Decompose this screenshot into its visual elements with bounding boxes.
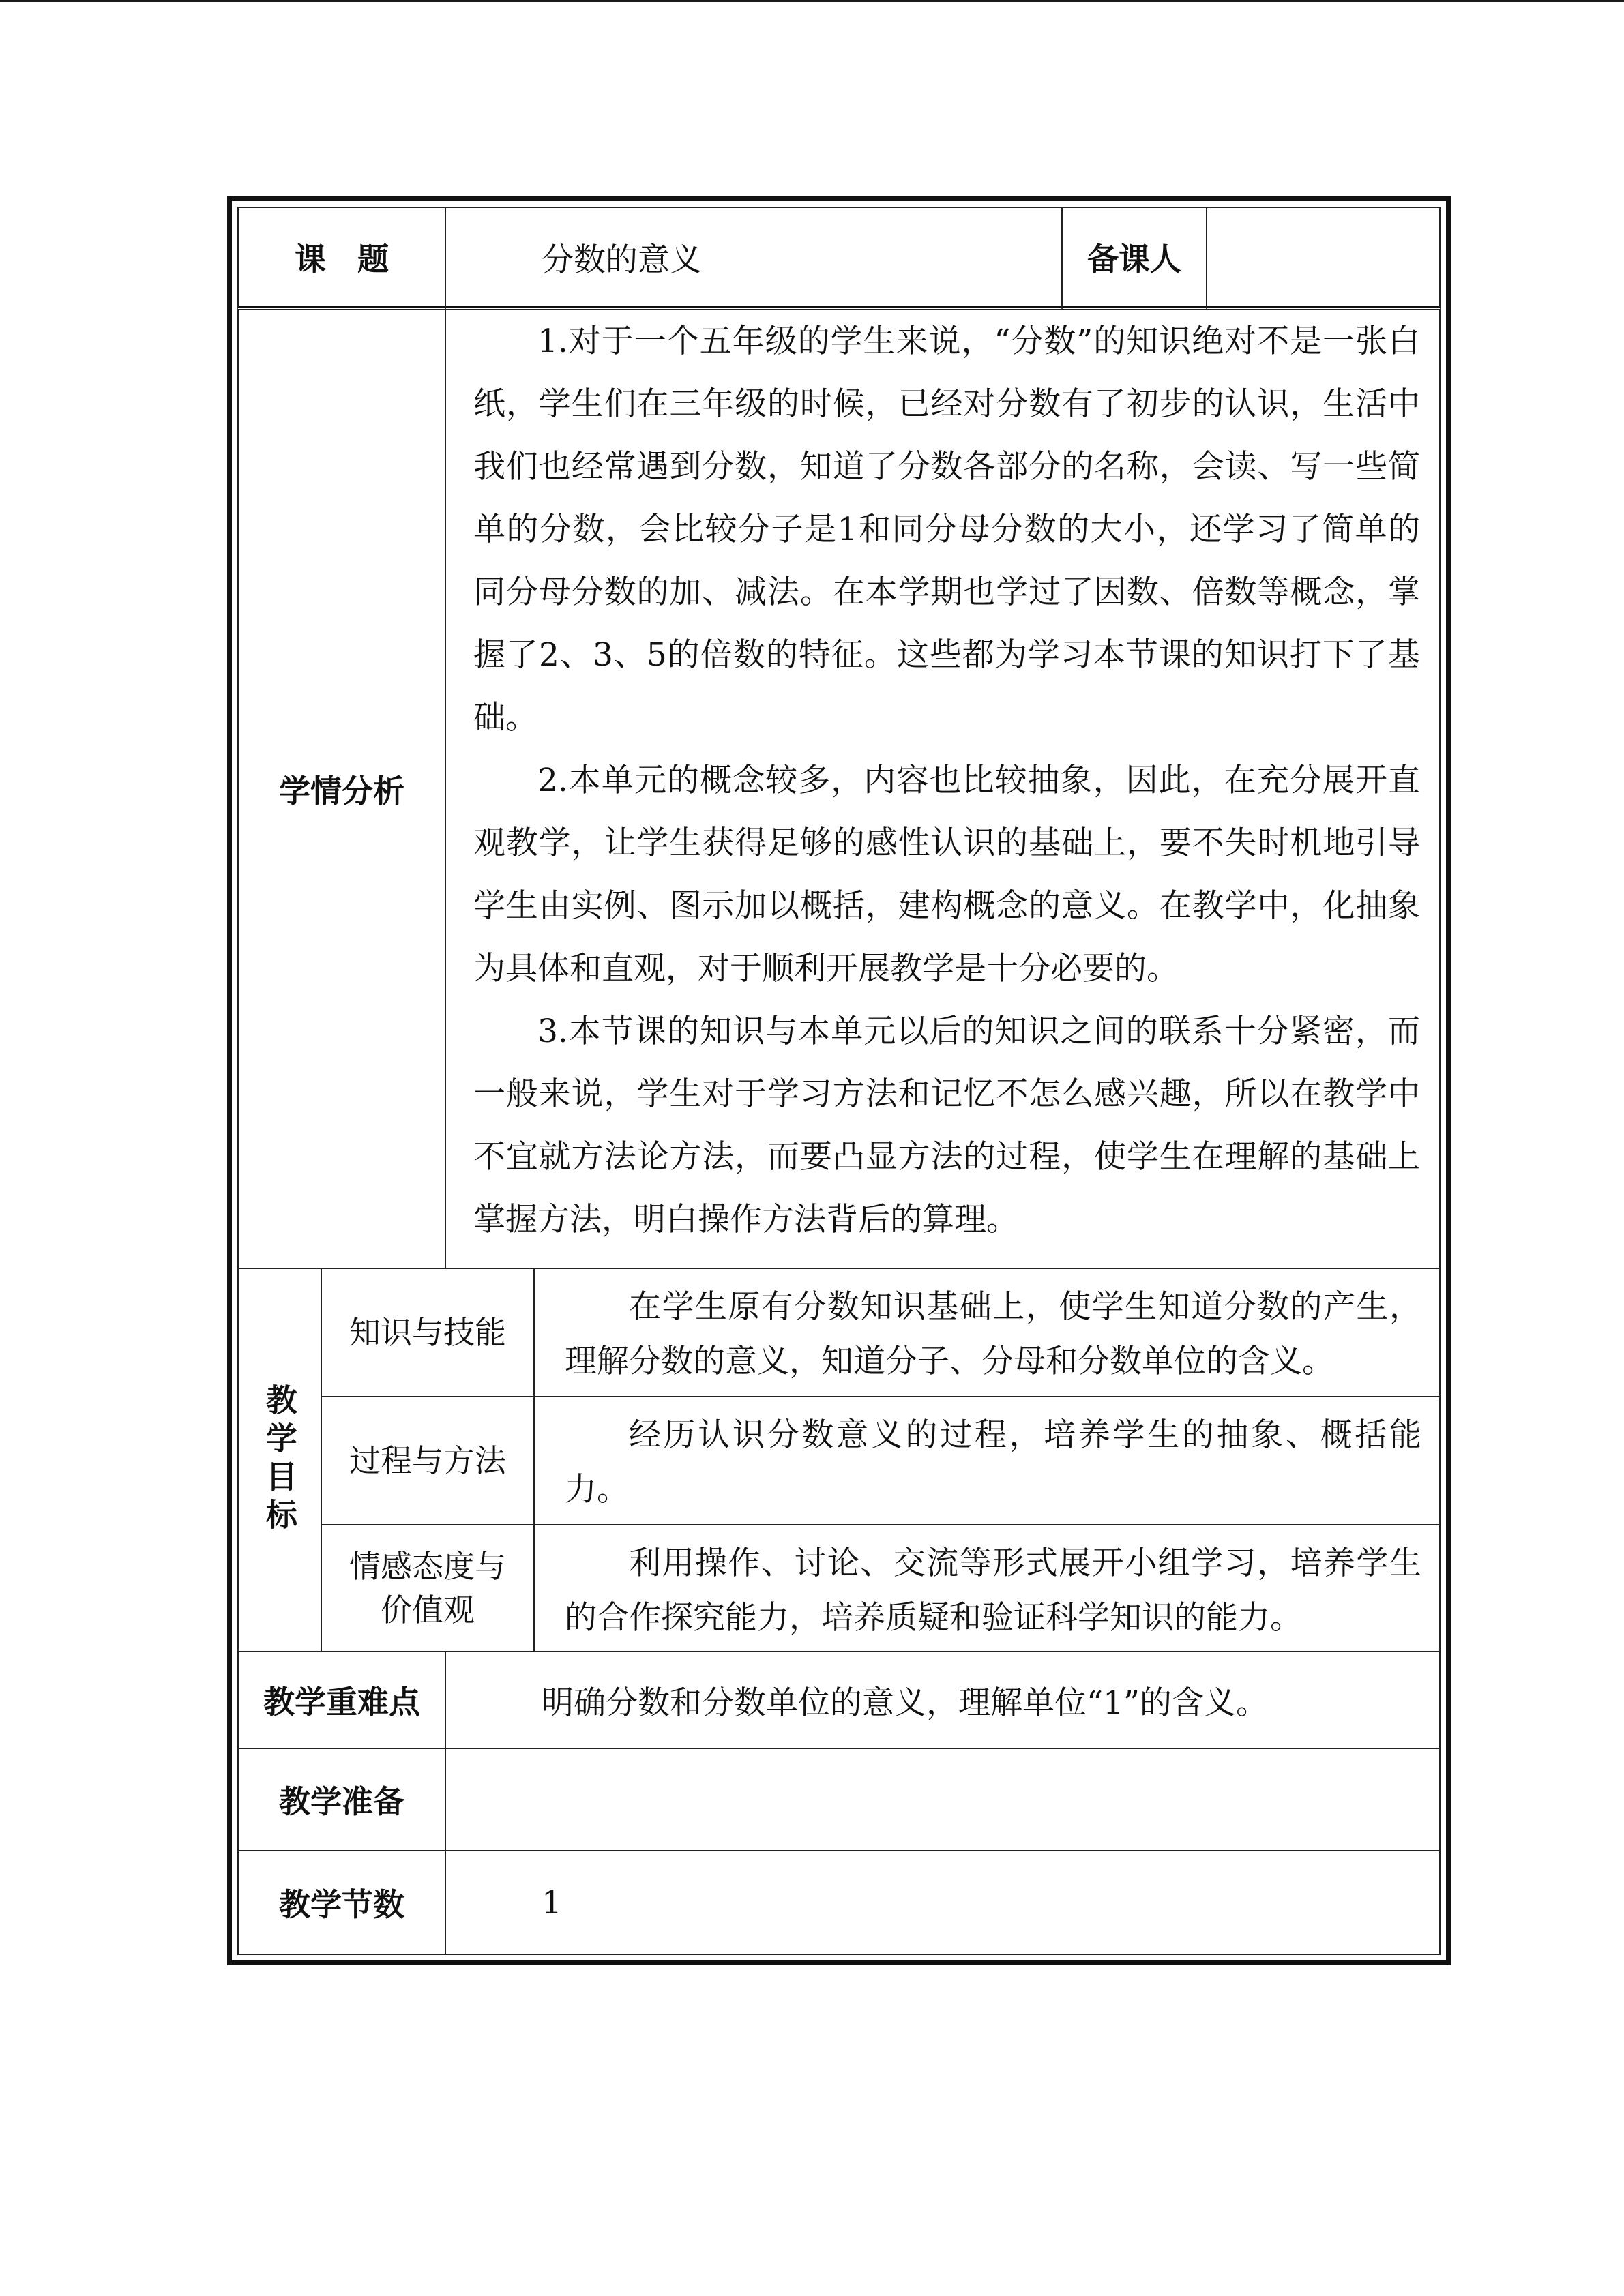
preparation-value-cell xyxy=(445,1748,1441,1851)
goal-label-attitude: 情感态度与价值观 xyxy=(349,1548,506,1628)
key-points-value-cell xyxy=(445,1651,1441,1749)
key-points-label-cell xyxy=(237,1651,446,1749)
sessions-label: 教学节数 xyxy=(279,1886,404,1923)
analysis-label: 学情分析 xyxy=(279,773,404,809)
topic-value-cell xyxy=(445,207,1063,310)
goal-text-cell-knowledge xyxy=(533,1268,1441,1397)
preparer-label-cell xyxy=(1061,207,1207,310)
goal-label-knowledge: 知识与技能 xyxy=(349,1314,506,1351)
analysis-label-cell xyxy=(237,309,446,1269)
goal-text-attitude: 利用操作、讨论、交流等形式展开小组学习，培养学生的合作探究能力，培养质疑和验证科学知识的能力。 xyxy=(565,1545,1421,1637)
goal-label-process: 过程与方法 xyxy=(349,1442,506,1479)
sessions-label-cell xyxy=(237,1850,446,1955)
page-top-rule xyxy=(0,0,1624,2)
goal-text-process: 经历认识分数意义的过程，培养学生的抽象、概括能力。 xyxy=(565,1416,1421,1508)
goal-text-cell-attitude xyxy=(533,1524,1441,1652)
preparation-label: 教学准备 xyxy=(279,1783,404,1820)
lesson-plan-table xyxy=(227,196,1451,1965)
preparer-label: 备课人 xyxy=(1087,241,1181,278)
goals-label: 教学目标 xyxy=(261,1384,298,1536)
preparer-value-cell xyxy=(1206,207,1441,310)
topic-value: 分数的意义 xyxy=(542,241,702,279)
preparation-label-cell xyxy=(237,1748,446,1851)
topic-label-cell xyxy=(237,207,446,310)
topic-label: 课 题 xyxy=(295,241,389,278)
key-points-value: 明确分数和分数单位的意义，理解单位“1”的含义。 xyxy=(542,1684,1268,1722)
key-points-label: 教学重难点 xyxy=(263,1684,420,1720)
goal-label-cell-attitude xyxy=(321,1524,535,1652)
goal-label-cell-knowledge xyxy=(321,1268,535,1397)
goals-label-cell xyxy=(237,1268,322,1652)
analysis-paragraph-2: 2.本单元的概念较多，内容也比较抽象，因此，在充分展开直观教学，让学生获得足够的感性认识的基础上，要不失时机地引导学生由实例、图示加以概括，建构概念的意义。在教学中，化抽象为具体和直观，对于顺利开展教学是十分必要的。 xyxy=(473,762,1420,987)
sessions-value-cell xyxy=(445,1850,1441,1955)
goal-label-cell-process xyxy=(321,1396,535,1525)
sessions-value: 1 xyxy=(542,1883,562,1922)
goal-text-knowledge: 在学生原有分数知识基础上，使学生知道分数的产生，理解分数的意义，知道分子、分母和分数单位的含义。 xyxy=(565,1288,1421,1380)
analysis-text-cell xyxy=(445,309,1441,1269)
analysis-paragraph-1: 1.对于一个五年级的学生来说，“分数”的知识绝对不是一张白纸，学生们在三年级的时候，已经对分数有了初步的认识，生活中我们也经常遇到分数，知道了分数各部分的名称，会读、写一些简单的分数，会比较分子是1和同分母分数的大小，还学习了简单的同分母分数的加、减法。在本学期也学过了因数、倍数等概念，掌握了2、3、5的倍数的特征。这些都为学习本节课的知识打下了基础。 xyxy=(473,323,1420,736)
analysis-paragraph-3: 3.本节课的知识与本单元以后的知识之间的联系十分紧密，而一般来说，学生对于学习方法和记忆不怎么感兴趣，所以在教学中不宜就方法论方法，而要凸显方法的过程，使学生在理解的基础上掌握方法，明白操作方法背后的算理。 xyxy=(473,1013,1420,1238)
goal-text-cell-process xyxy=(533,1396,1441,1525)
